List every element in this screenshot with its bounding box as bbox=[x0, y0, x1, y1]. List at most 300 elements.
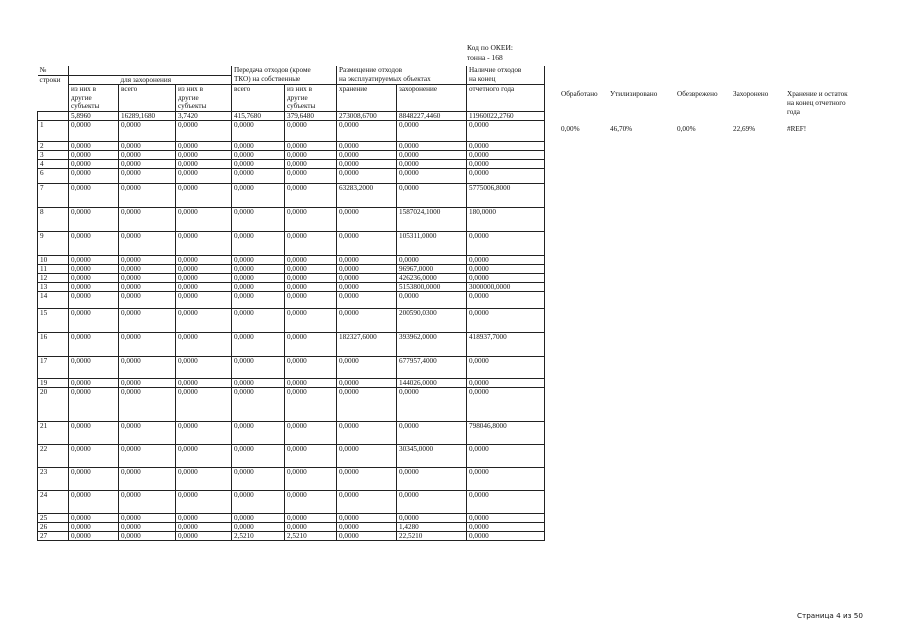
table-cell: 0,0000 bbox=[285, 468, 337, 491]
table-cell: 0,0000 bbox=[232, 491, 285, 514]
row-number: 10 bbox=[38, 256, 69, 265]
table-cell: 0,0000 bbox=[232, 309, 285, 333]
table-cell: 0,0000 bbox=[232, 523, 285, 532]
table-cell: 0,0000 bbox=[176, 142, 232, 151]
row-number: 23 bbox=[38, 468, 69, 491]
header-peredacha-1: Передача отходов (кроме bbox=[232, 66, 337, 75]
row-number: 22 bbox=[38, 445, 69, 468]
table-cell: 0,0000 bbox=[285, 523, 337, 532]
header-stroki: строки bbox=[39, 75, 61, 84]
row-number: 27 bbox=[38, 532, 69, 541]
table-cell: 0,0000 bbox=[176, 422, 232, 445]
table-cell: 0,0000 bbox=[285, 160, 337, 169]
table-cell: 0,0000 bbox=[119, 169, 176, 184]
header-drugie-3: другие bbox=[285, 94, 337, 103]
table-cell: 0,0000 bbox=[232, 121, 285, 142]
table-cell: 0,0000 bbox=[285, 265, 337, 274]
table-cell: 0,0000 bbox=[467, 256, 545, 265]
table-cell: 0,0000 bbox=[337, 388, 397, 422]
table-cell: 0,0000 bbox=[467, 445, 545, 468]
table-cell: 0,0000 bbox=[285, 142, 337, 151]
table-cell: 0,0000 bbox=[337, 532, 397, 541]
total-cell: 16289,1680 bbox=[119, 111, 176, 121]
table-cell: 0,0000 bbox=[337, 422, 397, 445]
table-row bbox=[38, 265, 545, 274]
table-cell: 0,0000 bbox=[119, 532, 176, 541]
table-cell: 0,0000 bbox=[397, 292, 467, 309]
table-cell: 0,0000 bbox=[119, 514, 176, 523]
waste-table bbox=[37, 66, 545, 541]
table-row bbox=[38, 523, 545, 532]
table-cell: 0,0000 bbox=[119, 468, 176, 491]
table-cell: 0,0000 bbox=[69, 232, 119, 256]
table-cell: 0,0000 bbox=[69, 292, 119, 309]
table-cell: 0,0000 bbox=[232, 379, 285, 388]
header-nalichie-1: Наличие отходов bbox=[467, 66, 545, 75]
table-cell: 0,0000 bbox=[119, 357, 176, 379]
table-cell: 677957,4000 bbox=[397, 357, 467, 379]
table-cell: 5153800,0000 bbox=[397, 283, 467, 292]
table-cell: 0,0000 bbox=[232, 169, 285, 184]
table-cell: 0,0000 bbox=[69, 208, 119, 232]
table-cell: 0,0000 bbox=[467, 121, 545, 142]
table-cell: 0,0000 bbox=[69, 283, 119, 292]
table-cell: 0,0000 bbox=[232, 388, 285, 422]
table-cell: 2,5210 bbox=[232, 532, 285, 541]
table-cell: 0,0000 bbox=[69, 422, 119, 445]
row-number: 7 bbox=[38, 184, 69, 208]
side-total-utilizirovano: 46,70% bbox=[610, 125, 633, 133]
table-cell: 0,0000 bbox=[232, 142, 285, 151]
header-iz-nih-v-3: из них в bbox=[285, 85, 337, 94]
total-cell: 273008,6700 bbox=[337, 111, 397, 121]
table-cell: 0,0000 bbox=[285, 283, 337, 292]
table-cell: 30345,0000 bbox=[397, 445, 467, 468]
table-cell: 0,0000 bbox=[176, 151, 232, 160]
table-cell: 0,0000 bbox=[232, 357, 285, 379]
row-number: 16 bbox=[38, 333, 69, 357]
table-row bbox=[38, 532, 545, 541]
table-cell: 1587024,1000 bbox=[397, 208, 467, 232]
header-row-3 bbox=[38, 85, 545, 94]
table-cell: 0,0000 bbox=[337, 283, 397, 292]
table-cell: 0,0000 bbox=[397, 169, 467, 184]
table-cell: 0,0000 bbox=[176, 309, 232, 333]
table-cell: 0,0000 bbox=[337, 379, 397, 388]
row-number: 4 bbox=[38, 160, 69, 169]
table-cell: 798046,8000 bbox=[467, 422, 545, 445]
table-cell: 0,0000 bbox=[69, 256, 119, 265]
table-cell: 0,0000 bbox=[232, 514, 285, 523]
total-cell: 11960022,2760 bbox=[467, 111, 545, 121]
table-row bbox=[38, 309, 545, 333]
table-cell: 0,0000 bbox=[467, 309, 545, 333]
table-cell: 0,0000 bbox=[119, 160, 176, 169]
table-row bbox=[38, 388, 545, 422]
table-cell: 0,0000 bbox=[69, 265, 119, 274]
table-cell: 0,0000 bbox=[176, 256, 232, 265]
table-cell: 0,0000 bbox=[232, 422, 285, 445]
table-cell: 0,0000 bbox=[232, 160, 285, 169]
row-number: 25 bbox=[38, 514, 69, 523]
table-cell: 0,0000 bbox=[285, 151, 337, 160]
side-header-utilizirovano: Утилизировано bbox=[610, 90, 658, 98]
table-cell: 22,5210 bbox=[397, 532, 467, 541]
side-header-hranenie-3: года bbox=[787, 108, 801, 116]
side-header-hranenie-1: Хранение и остаток bbox=[787, 90, 848, 98]
header-drugie-1: другие bbox=[69, 94, 119, 103]
table-cell: 0,0000 bbox=[119, 283, 176, 292]
row-number: 3 bbox=[38, 151, 69, 160]
table-cell: 0,0000 bbox=[285, 333, 337, 357]
header-iz-nih-v-1: из них в bbox=[69, 85, 119, 94]
table-cell: 0,0000 bbox=[397, 256, 467, 265]
table-cell: 5775006,8000 bbox=[467, 184, 545, 208]
table-cell: 0,0000 bbox=[69, 309, 119, 333]
table-cell: 0,0000 bbox=[119, 445, 176, 468]
table-row bbox=[38, 379, 545, 388]
table-cell: 0,0000 bbox=[285, 208, 337, 232]
table-cell: 0,0000 bbox=[285, 491, 337, 514]
header-razmeshchenie-1: Размещение отходов bbox=[337, 66, 467, 75]
table-cell: 0,0000 bbox=[176, 333, 232, 357]
table-cell: 0,0000 bbox=[119, 309, 176, 333]
header-nalichie-3: отчетного года bbox=[467, 85, 545, 94]
table-cell: 0,0000 bbox=[176, 265, 232, 274]
header-row-5 bbox=[38, 102, 545, 111]
table-cell: 0,0000 bbox=[69, 491, 119, 514]
table-cell: 0,0000 bbox=[176, 532, 232, 541]
table-cell: 0,0000 bbox=[337, 160, 397, 169]
table-cell: 0,0000 bbox=[176, 169, 232, 184]
table-cell: 0,0000 bbox=[69, 388, 119, 422]
table-cell: 0,0000 bbox=[337, 523, 397, 532]
total-cell: 3,7420 bbox=[176, 111, 232, 121]
table-cell: 0,0000 bbox=[285, 422, 337, 445]
header-row-no: № bbox=[38, 66, 69, 75]
table-cell: 0,0000 bbox=[69, 468, 119, 491]
table-cell: 0,0000 bbox=[467, 265, 545, 274]
header-dlya-zahoroneniya: для захоронения bbox=[119, 75, 232, 85]
table-cell: 0,0000 bbox=[285, 388, 337, 422]
table-cell: 0,0000 bbox=[176, 208, 232, 232]
table-cell: 0,0000 bbox=[397, 491, 467, 514]
table-cell: 0,0000 bbox=[397, 388, 467, 422]
table-cell: 0,0000 bbox=[337, 151, 397, 160]
table-cell: 0,0000 bbox=[232, 274, 285, 283]
header-vsego-1: всего bbox=[119, 85, 176, 94]
table-row bbox=[38, 184, 545, 208]
table-cell: 0,0000 bbox=[176, 184, 232, 208]
table-cell: 0,0000 bbox=[232, 333, 285, 357]
row-number: 26 bbox=[38, 523, 69, 532]
table-cell: 0,0000 bbox=[176, 445, 232, 468]
row-number: 13 bbox=[38, 283, 69, 292]
table-cell: 0,0000 bbox=[337, 265, 397, 274]
table-row bbox=[38, 283, 545, 292]
table-cell: 0,0000 bbox=[337, 292, 397, 309]
table-cell: 0,0000 bbox=[397, 468, 467, 491]
table-row bbox=[38, 142, 545, 151]
table-row bbox=[38, 468, 545, 491]
table-cell: 0,0000 bbox=[119, 333, 176, 357]
table-row bbox=[38, 256, 545, 265]
table-cell: 0,0000 bbox=[397, 422, 467, 445]
table-cell: 0,0000 bbox=[176, 514, 232, 523]
table-cell: 0,0000 bbox=[119, 523, 176, 532]
table-cell: 0,0000 bbox=[285, 256, 337, 265]
table-cell: 0,0000 bbox=[69, 379, 119, 388]
table-cell: 0,0000 bbox=[467, 292, 545, 309]
table-cell: 105311,0000 bbox=[397, 232, 467, 256]
table-cell: 0,0000 bbox=[232, 292, 285, 309]
side-header-obrabotano: Обработано bbox=[561, 90, 598, 98]
table-cell: 0,0000 bbox=[285, 379, 337, 388]
side-header-hranenie bbox=[787, 90, 848, 117]
table-cell: 0,0000 bbox=[285, 292, 337, 309]
table-cell: 0,0000 bbox=[337, 121, 397, 142]
table-cell: 0,0000 bbox=[69, 142, 119, 151]
table-cell: 0,0000 bbox=[176, 357, 232, 379]
okei-code bbox=[467, 43, 513, 62]
okei-unit: тонна - 168 bbox=[467, 52, 503, 62]
table-cell: 0,0000 bbox=[467, 491, 545, 514]
table-cell: 0,0000 bbox=[69, 184, 119, 208]
table-cell: 0,0000 bbox=[119, 265, 176, 274]
table-row bbox=[38, 151, 545, 160]
table-cell: 0,0000 bbox=[337, 357, 397, 379]
table-cell: 0,0000 bbox=[69, 121, 119, 142]
table-row bbox=[38, 121, 545, 142]
side-header-obezvrezheno: Обезврежено bbox=[677, 90, 718, 98]
row-number: 1 bbox=[38, 121, 69, 142]
table-row bbox=[38, 232, 545, 256]
table-cell: 0,0000 bbox=[397, 121, 467, 142]
table-cell: 0,0000 bbox=[119, 274, 176, 283]
table-cell: 0,0000 bbox=[467, 532, 545, 541]
header-peredacha-2: ТКО) на собственные bbox=[232, 75, 337, 85]
row-number: 8 bbox=[38, 208, 69, 232]
table-cell: 182327,6000 bbox=[337, 333, 397, 357]
table-row bbox=[38, 357, 545, 379]
row-number: 24 bbox=[38, 491, 69, 514]
table-cell: 200590,0300 bbox=[397, 309, 467, 333]
row-number: 14 bbox=[38, 292, 69, 309]
row-number: 17 bbox=[38, 357, 69, 379]
table-cell: 0,0000 bbox=[119, 151, 176, 160]
table-cell: 180,0000 bbox=[467, 208, 545, 232]
table-cell: 0,0000 bbox=[119, 208, 176, 232]
table-cell: 0,0000 bbox=[337, 445, 397, 468]
table-cell: 0,0000 bbox=[176, 283, 232, 292]
total-cell: 415,7680 bbox=[232, 111, 285, 121]
table-cell: 0,0000 bbox=[285, 169, 337, 184]
table-cell: 0,0000 bbox=[467, 274, 545, 283]
table-cell: 0,0000 bbox=[232, 283, 285, 292]
side-total-obrabotano: 0,00% bbox=[561, 125, 580, 133]
table-cell: 0,0000 bbox=[119, 232, 176, 256]
row-number: 19 bbox=[38, 379, 69, 388]
table-cell: 0,0000 bbox=[397, 151, 467, 160]
table-cell: 0,0000 bbox=[337, 232, 397, 256]
table-cell: 0,0000 bbox=[337, 169, 397, 184]
row-number: 21 bbox=[38, 422, 69, 445]
table-cell: 0,0000 bbox=[337, 491, 397, 514]
table-cell: 0,0000 bbox=[119, 142, 176, 151]
table-cell: 0,0000 bbox=[69, 333, 119, 357]
table-cell: 0,0000 bbox=[69, 523, 119, 532]
table-cell: 0,0000 bbox=[119, 379, 176, 388]
table-cell: 0,0000 bbox=[176, 491, 232, 514]
total-cell: 5,8960 bbox=[69, 111, 119, 121]
table-cell: 0,0000 bbox=[467, 388, 545, 422]
header-subekty-2: субъекты bbox=[176, 102, 232, 111]
row-number: 9 bbox=[38, 232, 69, 256]
header-drugie-2: другие bbox=[176, 94, 232, 103]
table-cell: 0,0000 bbox=[467, 357, 545, 379]
table-cell: 0,0000 bbox=[176, 232, 232, 256]
table-row bbox=[38, 333, 545, 357]
row-number: 15 bbox=[38, 309, 69, 333]
row-number: 12 bbox=[38, 274, 69, 283]
table-cell: 0,0000 bbox=[69, 445, 119, 468]
total-cell: 8848227,4460 bbox=[397, 111, 467, 121]
header-razmeshchenie-2: на эксплуатируемых объектах bbox=[337, 75, 467, 85]
table-cell: 2,5210 bbox=[285, 532, 337, 541]
table-cell: 0,0000 bbox=[176, 160, 232, 169]
table-cell: 0,0000 bbox=[285, 274, 337, 283]
table-cell: 0,0000 bbox=[285, 184, 337, 208]
table-row bbox=[38, 169, 545, 184]
table-row bbox=[38, 208, 545, 232]
header-row-1 bbox=[38, 66, 545, 75]
header-iz-nih-v-2: из них в bbox=[176, 85, 232, 94]
table-cell: 0,0000 bbox=[285, 232, 337, 256]
header-zahoronenie: захоронение bbox=[397, 85, 467, 94]
side-header-zahoroneno: Захоронено bbox=[733, 90, 769, 98]
table-cell: 0,0000 bbox=[337, 514, 397, 523]
table-cell: 0,0000 bbox=[69, 514, 119, 523]
table-cell: 63283,2000 bbox=[337, 184, 397, 208]
side-total-obezvrezheno: 0,00% bbox=[677, 125, 696, 133]
table-cell: 0,0000 bbox=[232, 151, 285, 160]
table-cell: 96967,0000 bbox=[397, 265, 467, 274]
table-cell: 0,0000 bbox=[337, 142, 397, 151]
table-cell: 0,0000 bbox=[232, 208, 285, 232]
table-cell: 0,0000 bbox=[119, 491, 176, 514]
table-cell: 0,0000 bbox=[119, 422, 176, 445]
table-row bbox=[38, 274, 545, 283]
table-cell: 0,0000 bbox=[119, 184, 176, 208]
table-cell: 0,0000 bbox=[119, 256, 176, 265]
side-header-hranenie-2: на конец отчетного bbox=[787, 99, 846, 107]
totals-row bbox=[38, 111, 545, 121]
table-row bbox=[38, 422, 545, 445]
table-cell: 0,0000 bbox=[337, 256, 397, 265]
header-subekty-3: субъекты bbox=[285, 102, 337, 111]
table-cell: 0,0000 bbox=[285, 357, 337, 379]
table-cell: 0,0000 bbox=[467, 468, 545, 491]
header-row-4 bbox=[38, 94, 545, 103]
page-number: Страница 4 из 50 bbox=[797, 611, 863, 620]
row-number: 6 bbox=[38, 169, 69, 184]
table-cell: 0,0000 bbox=[467, 523, 545, 532]
table-cell: 0,0000 bbox=[69, 160, 119, 169]
table-cell: 426236,0000 bbox=[397, 274, 467, 283]
header-row-2 bbox=[38, 75, 545, 85]
table-cell: 0,0000 bbox=[467, 169, 545, 184]
table-cell: 0,0000 bbox=[467, 514, 545, 523]
table-cell: 0,0000 bbox=[69, 357, 119, 379]
table-cell: 0,0000 bbox=[232, 232, 285, 256]
table-cell: 0,0000 bbox=[467, 379, 545, 388]
table-cell: 0,0000 bbox=[467, 160, 545, 169]
table-cell: 0,0000 bbox=[397, 514, 467, 523]
table-cell: 0,0000 bbox=[176, 121, 232, 142]
table-cell: 0,0000 bbox=[467, 232, 545, 256]
table-cell: 0,0000 bbox=[337, 208, 397, 232]
row-number: 2 bbox=[38, 142, 69, 151]
table-cell: 0,0000 bbox=[176, 274, 232, 283]
header-hranenie: хранение bbox=[337, 85, 397, 94]
side-total-hranenie: #REF! bbox=[787, 125, 807, 133]
table-row bbox=[38, 491, 545, 514]
table-cell: 0,0000 bbox=[337, 274, 397, 283]
table-cell: 1,4280 bbox=[397, 523, 467, 532]
table-cell: 0,0000 bbox=[119, 292, 176, 309]
table-row bbox=[38, 160, 545, 169]
table-cell: 0,0000 bbox=[337, 468, 397, 491]
table-cell: 0,0000 bbox=[232, 468, 285, 491]
table-cell: 0,0000 bbox=[176, 379, 232, 388]
table-row bbox=[38, 514, 545, 523]
table-cell: 0,0000 bbox=[397, 184, 467, 208]
table-cell: 0,0000 bbox=[285, 514, 337, 523]
row-number: 20 bbox=[38, 388, 69, 422]
table-cell: 0,0000 bbox=[69, 169, 119, 184]
table-cell: 0,0000 bbox=[69, 151, 119, 160]
table-cell: 0,0000 bbox=[232, 256, 285, 265]
table-cell: 0,0000 bbox=[467, 151, 545, 160]
table-cell: 0,0000 bbox=[285, 445, 337, 468]
header-nalichie-2: на конец bbox=[467, 75, 545, 85]
side-total-zahoroneno: 22,69% bbox=[733, 125, 756, 133]
header-subekty-1: субъекты bbox=[69, 102, 119, 111]
table-cell: 0,0000 bbox=[232, 265, 285, 274]
table-cell: 0,0000 bbox=[176, 388, 232, 422]
table-cell: 0,0000 bbox=[119, 388, 176, 422]
table-cell: 0,0000 bbox=[467, 142, 545, 151]
header-vsego-2: всего bbox=[232, 85, 285, 94]
table-cell: 0,0000 bbox=[119, 121, 176, 142]
table-cell: 3000000,0000 bbox=[467, 283, 545, 292]
table-cell: 0,0000 bbox=[176, 292, 232, 309]
table-cell: 0,0000 bbox=[69, 532, 119, 541]
table-cell: 418937,7000 bbox=[467, 333, 545, 357]
table-cell: 0,0000 bbox=[285, 309, 337, 333]
table-cell: 0,0000 bbox=[397, 160, 467, 169]
table-cell: 0,0000 bbox=[285, 121, 337, 142]
total-cell: 379,6480 bbox=[285, 111, 337, 121]
row-number: 11 bbox=[38, 265, 69, 274]
table-cell: 0,0000 bbox=[232, 445, 285, 468]
table-cell: 0,0000 bbox=[69, 274, 119, 283]
table-cell: 0,0000 bbox=[337, 309, 397, 333]
okei-label: Код по ОКЕИ: bbox=[467, 43, 513, 52]
table-cell: 0,0000 bbox=[232, 184, 285, 208]
table-cell: 0,0000 bbox=[397, 142, 467, 151]
table-cell: 144026,0000 bbox=[397, 379, 467, 388]
